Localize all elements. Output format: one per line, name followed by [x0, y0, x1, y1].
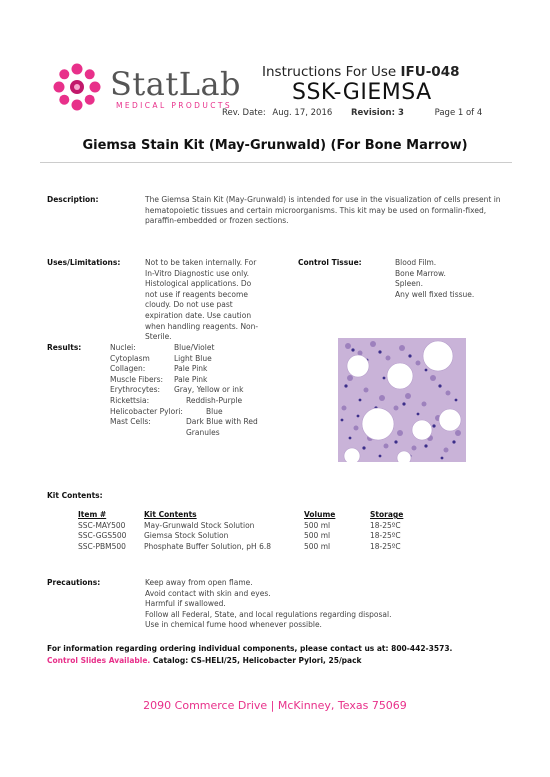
control-tissue-label: Control Tissue: — [298, 258, 362, 267]
list-item: Use in chemical fume hood whenever possible. — [145, 620, 322, 630]
table-cell: Phosphate Buffer Solution, pH 6.8 — [144, 541, 272, 551]
uses-text: Not to be taken internally. For In-Vitro Diagnostic use only. Histological applications. Do not use if reagents become cloudy. Do not use past expiration date. Use caution when handling reagents. Non-Sterile. — [145, 258, 259, 342]
control-slides-info — [47, 656, 527, 665]
description-text: The Giemsa Stain Kit (May-Grunwald) is intended for use in the visualization of cells present in hematopoietic tissues and certain microorganisms. This kit may be used on formalin-fixed, paraffin-embedded or frozen sections. — [145, 195, 501, 226]
table-row — [78, 541, 430, 552]
control-tissue-list — [395, 258, 525, 300]
table-cell: Giemsa Stock Solution — [144, 531, 229, 541]
catalog-text: Catalog: CS-HELI/25, Helicobacter Pylori, 25/pack — [152, 656, 362, 665]
statlab-flower-logo-icon — [52, 62, 102, 112]
list-item: Collagen: Pale Pink — [110, 364, 208, 374]
list-item: Any well fixed tissue. — [395, 289, 475, 299]
ifu-heading: Instructions For Use IFU-048 — [262, 64, 460, 80]
list-item: Bone Marrow. — [395, 268, 446, 278]
list-item: Nuclei: Blue/Violet — [110, 343, 215, 352]
table-header-row — [78, 509, 430, 520]
list-item: Mast Cells: Dark Blue with Red Granules — [110, 417, 258, 437]
table-cell: SSC-GGS500 — [78, 531, 127, 541]
table-cell: 18-25ºC — [370, 520, 401, 530]
table-cell: 500 ml — [304, 541, 331, 551]
table-cell: SSC-PBM500 — [78, 541, 126, 551]
table-cell: 18-25ºC — [370, 541, 401, 551]
list-item: Helicobacter Pylori: Blue — [110, 406, 223, 416]
table-cell: 18-25ºC — [370, 531, 401, 541]
document-title: Giemsa Stain Kit (May-Grunwald) (For Bone Marrow) — [82, 138, 468, 153]
uses-label: Uses/Limitations: — [47, 258, 121, 267]
list-item: Erythrocytes: Gray, Yellow or ink — [110, 385, 244, 395]
list-item: Spleen. — [395, 279, 423, 289]
table-header: Storage — [370, 510, 404, 519]
table-header: Item # — [78, 510, 107, 519]
logo-subtitle: MEDICAL PRODUCTS — [116, 101, 233, 110]
list-item: Cytoplasm Light Blue — [110, 353, 212, 363]
kit-contents-label: Kit Contents: — [47, 491, 103, 500]
revision-line: Rev. Date: Aug. 17, 2016 Revision: 3 Page 1 of 4 — [222, 108, 483, 118]
list-item: Rickettsia: Reddish-Purple — [110, 395, 243, 405]
table-row — [78, 520, 430, 531]
title-divider — [40, 162, 512, 163]
table-header: Kit Contents — [144, 510, 197, 519]
logo-wordmark: StatLab — [110, 65, 242, 103]
list-item: Harmful if swallowed. — [145, 599, 226, 609]
results-list — [110, 343, 290, 438]
list-item: Muscle Fibers: Pale Pink — [110, 374, 208, 384]
list-item: Follow all Federal, State, and local regulations regarding disposal. — [145, 609, 392, 619]
precautions-list — [145, 578, 505, 631]
kit-contents-table — [78, 509, 430, 552]
table-cell: SSC-MAY500 — [78, 520, 126, 530]
list-item: Blood Film. — [395, 258, 437, 267]
product-code: SSK-GIEMSA — [292, 80, 432, 105]
list-item: Keep away from open flame. — [145, 578, 253, 587]
bone-marrow-micrograph — [338, 338, 466, 462]
table-cell: 500 ml — [304, 520, 331, 530]
table-cell: 500 ml — [304, 531, 331, 541]
precautions-label: Precautions: — [47, 578, 101, 587]
control-slides-label: Control Slides Available. — [47, 656, 151, 665]
footer-address: 2090 Commerce Drive | McKinney, Texas 75069 — [143, 699, 407, 712]
table-header: Volume — [304, 510, 336, 519]
table-cell: May-Grunwald Stock Solution — [144, 520, 255, 530]
table-row — [78, 531, 430, 542]
ordering-info: For information regarding ordering individual components, please contact us at: 800-442-3573. — [47, 644, 453, 653]
description-label: Description: — [47, 195, 99, 204]
results-label: Results: — [47, 343, 82, 352]
list-item: Avoid contact with skin and eyes. — [145, 588, 271, 598]
